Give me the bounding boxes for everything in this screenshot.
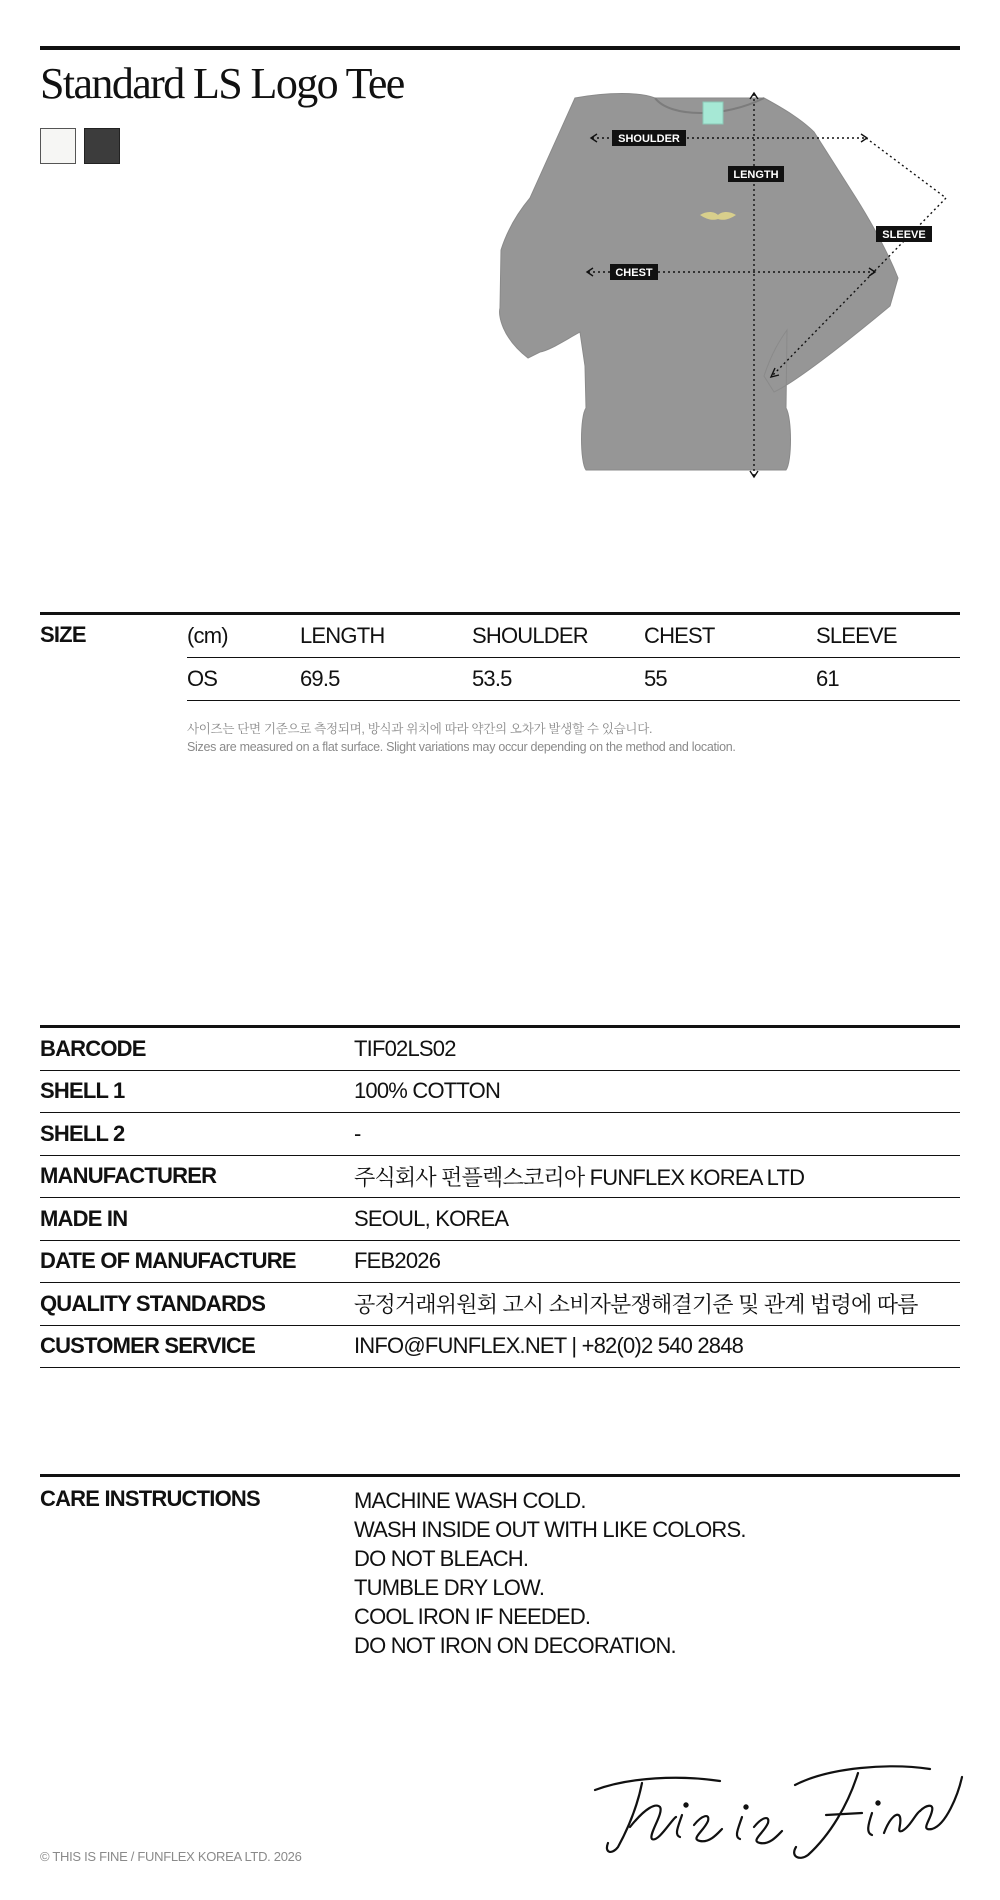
care-item: MACHINE WASH COLD. — [354, 1488, 586, 1513]
spec-key: MANUFACTURER — [40, 1155, 354, 1198]
size-heading: SIZE — [40, 622, 86, 647]
header-sleeve: SLEEVE — [816, 615, 960, 658]
header-chest: CHEST — [644, 615, 816, 658]
color-swatch-black[interactable] — [84, 128, 120, 164]
spec-key: MADE IN — [40, 1198, 354, 1241]
care-item: COOL IRON IF NEEDED. — [354, 1604, 591, 1629]
size-row-os — [187, 658, 960, 701]
care-item: DO NOT BLEACH. — [354, 1546, 529, 1571]
care-rule — [40, 1474, 960, 1477]
shoulder-value: 53.5 — [472, 658, 644, 701]
header-length: LENGTH — [300, 615, 472, 658]
care-heading: CARE INSTRUCTIONS — [40, 1486, 260, 1511]
spec-row — [40, 1198, 960, 1241]
spec-row — [40, 1240, 960, 1283]
sleeve-label: SLEEVE — [882, 229, 926, 241]
this-is-fine-signature-logo — [590, 1755, 970, 1865]
spec-row — [40, 1283, 960, 1326]
measurement-diagram — [470, 90, 950, 480]
spec-row — [40, 1027, 960, 1071]
spec-key: CUSTOMER SERVICE — [40, 1325, 354, 1368]
care-item: TUMBLE DRY LOW. — [354, 1575, 545, 1600]
header-shoulder: SHOULDER — [472, 615, 644, 658]
spec-key: SHELL 1 — [40, 1070, 354, 1113]
footer-copyright: © THIS IS FINE / FUNFLEX KOREA LTD. 2026 — [40, 1849, 302, 1864]
spec-key: SHELL 2 — [40, 1113, 354, 1156]
spec-row — [40, 1113, 960, 1156]
spec-key: BARCODE — [40, 1027, 354, 1071]
tee-illustration — [470, 90, 950, 480]
product-title: Standard LS Logo Tee — [40, 59, 404, 108]
care-item: DO NOT IRON ON DECORATION. — [354, 1633, 676, 1658]
length-value: 69.5 — [300, 658, 472, 701]
spec-value: 100% COTTON — [354, 1070, 960, 1113]
top-rule — [40, 46, 960, 50]
size-note-english: Sizes are measured on a flat surface. Slight variations may occur depending on the method and location. — [187, 740, 736, 754]
spec-value: 주식회사 펀플렉스코리아 FUNFLEX KOREA LTD — [354, 1155, 960, 1198]
spec-row — [40, 1325, 960, 1368]
spec-value: - — [354, 1113, 960, 1156]
size-table — [187, 615, 960, 701]
spec-row — [40, 1155, 960, 1198]
shoulder-label: SHOULDER — [618, 133, 680, 145]
chest-value: 55 — [644, 658, 816, 701]
length-label: LENGTH — [733, 169, 779, 181]
spec-table — [40, 1025, 960, 1368]
size-note — [187, 720, 736, 756]
spec-value: INFO@FUNFLEX.NET | +82(0)2 540 2848 — [354, 1325, 960, 1368]
spec-key: QUALITY STANDARDS — [40, 1283, 354, 1326]
size-section — [40, 612, 960, 691]
size-value: OS — [187, 658, 300, 701]
neck-label — [703, 102, 723, 124]
chest-label: CHEST — [615, 267, 653, 279]
header-unit: (cm) — [187, 615, 300, 658]
spec-key: DATE OF MANUFACTURE — [40, 1240, 354, 1283]
long-sleeve-tee-shape — [500, 94, 898, 471]
care-item: WASH INSIDE OUT WITH LIKE COLORS. — [354, 1517, 746, 1542]
spec-value: TIF02LS02 — [354, 1027, 960, 1071]
spec-row — [40, 1070, 960, 1113]
care-list — [354, 1486, 746, 1660]
spec-value: 공정거래위원회 고시 소비자분쟁해결기준 및 관계 법령에 따름 — [354, 1283, 960, 1326]
spec-value: SEOUL, KOREA — [354, 1198, 960, 1241]
sleeve-value: 61 — [816, 658, 960, 701]
color-swatch-white[interactable] — [40, 128, 76, 164]
size-note-korean: 사이즈는 단면 기준으로 측정되며, 방식과 위치에 따라 약간의 오차가 발생할 수 있습니다. — [187, 722, 653, 736]
spec-value: FEB2026 — [354, 1240, 960, 1283]
size-header-row — [187, 615, 960, 658]
